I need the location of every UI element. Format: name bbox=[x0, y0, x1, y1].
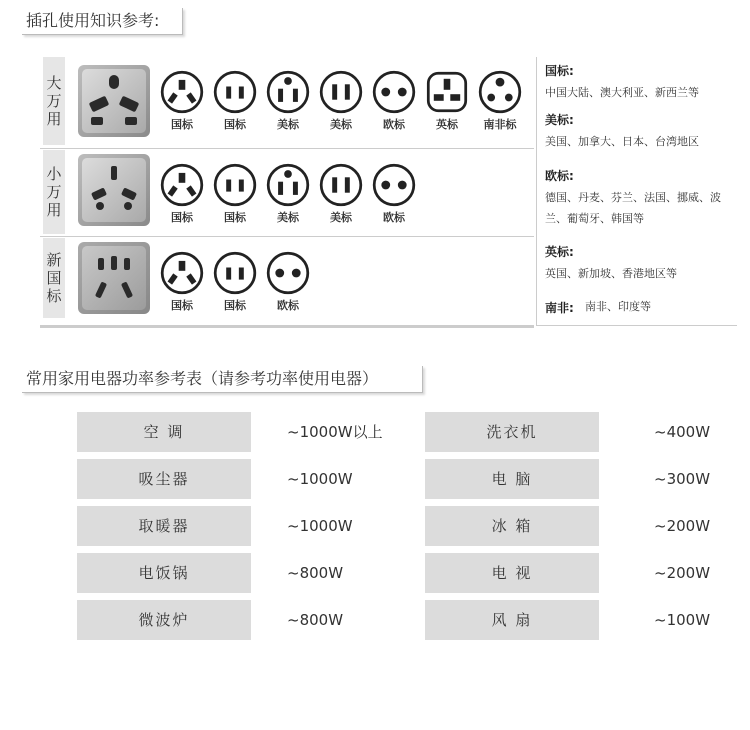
small-universal-socket-image bbox=[78, 154, 150, 226]
standard-label: 美标 bbox=[277, 118, 299, 131]
appliance-name: 冰 箱 bbox=[425, 506, 599, 546]
cn-socket-icon bbox=[160, 70, 204, 114]
standard-za bbox=[476, 70, 524, 132]
plug-row-small-universal bbox=[40, 150, 534, 236]
appliance-power: ~400W bbox=[654, 423, 711, 441]
appliance-power: ~200W bbox=[654, 517, 711, 535]
standard-label: 国标 bbox=[224, 299, 246, 312]
standard-label: 国标 bbox=[171, 211, 193, 224]
standard-cn bbox=[158, 70, 206, 132]
standard-label: 国标 bbox=[171, 299, 193, 312]
row-label: 小万用 bbox=[43, 150, 65, 234]
legend-title: 欧标: bbox=[545, 169, 574, 183]
standard-cn bbox=[158, 251, 206, 313]
appliance-name: 空 调 bbox=[77, 412, 251, 452]
row-label: 新国标 bbox=[43, 238, 65, 318]
uk-socket-icon bbox=[425, 70, 469, 114]
legend-title: 南非: bbox=[545, 301, 574, 315]
standard-cn bbox=[211, 251, 259, 313]
plug-rows bbox=[40, 57, 534, 328]
legend-text: 德国、丹麦、芬兰、法国、挪威、波兰、葡萄牙、韩国等 bbox=[545, 191, 721, 225]
standard-cn bbox=[211, 163, 259, 225]
socket-guide-title: 插孔使用知识参考: bbox=[22, 8, 183, 35]
cn-socket-icon bbox=[213, 70, 257, 114]
us-socket-icon bbox=[266, 70, 310, 114]
appliance-power: ~300W bbox=[654, 470, 711, 488]
legend-title: 国标: bbox=[545, 64, 574, 78]
legend-text: 南非、印度等 bbox=[585, 300, 651, 313]
standard-us bbox=[317, 70, 365, 132]
appliance-name: 取暖器 bbox=[77, 506, 251, 546]
appliance-power: ~100W bbox=[654, 611, 711, 629]
standard-label: 美标 bbox=[330, 211, 352, 224]
appliance-power: ~800W bbox=[287, 611, 344, 629]
us-socket-icon bbox=[319, 163, 363, 207]
appliance-power: ~200W bbox=[654, 564, 711, 582]
standards-legend bbox=[536, 57, 737, 326]
standard-cn bbox=[211, 70, 259, 132]
appliance-name: 电 视 bbox=[425, 553, 599, 593]
us-socket-icon bbox=[266, 163, 310, 207]
standard-us bbox=[264, 163, 312, 225]
standard-cn bbox=[158, 163, 206, 225]
appliance-power: ~1000W以上 bbox=[287, 423, 383, 441]
standard-label: 欧标 bbox=[383, 118, 405, 131]
cn-socket-icon bbox=[213, 251, 257, 295]
legend-text: 中国大陆、澳大利亚、新西兰等 bbox=[545, 86, 699, 99]
eu-socket-icon bbox=[372, 163, 416, 207]
legend-title: 美标: bbox=[545, 113, 574, 127]
cn-socket-icon bbox=[213, 163, 257, 207]
appliance-name: 微波炉 bbox=[77, 600, 251, 640]
legend-text: 英国、新加坡、香港地区等 bbox=[545, 267, 677, 280]
standard-label: 美标 bbox=[330, 118, 352, 131]
appliance-power: ~1000W bbox=[287, 470, 353, 488]
plug-standards-panel bbox=[40, 57, 736, 325]
standard-label: 英标 bbox=[436, 118, 458, 131]
appliance-name: 吸尘器 bbox=[77, 459, 251, 499]
us-socket-icon bbox=[319, 70, 363, 114]
plug-row-large-universal bbox=[40, 57, 534, 147]
cn-socket-icon bbox=[160, 251, 204, 295]
standard-us bbox=[264, 70, 312, 132]
new-national-socket-image bbox=[78, 242, 150, 314]
standard-uk bbox=[423, 70, 471, 132]
cn-socket-icon bbox=[160, 163, 204, 207]
appliance-name: 电 脑 bbox=[425, 459, 599, 499]
standard-eu bbox=[264, 251, 312, 313]
appliance-name: 洗衣机 bbox=[425, 412, 599, 452]
appliance-name: 电饭锅 bbox=[77, 553, 251, 593]
standard-label: 国标 bbox=[171, 118, 193, 131]
eu-socket-icon bbox=[372, 70, 416, 114]
large-universal-socket-image bbox=[78, 65, 150, 137]
standard-eu bbox=[370, 163, 418, 225]
standard-label: 国标 bbox=[224, 211, 246, 224]
za-socket-icon bbox=[478, 70, 522, 114]
standard-us bbox=[317, 163, 365, 225]
row-label: 大万用 bbox=[43, 57, 65, 145]
standard-label: 欧标 bbox=[277, 299, 299, 312]
power-table-title: 常用家用电器功率参考表（请参考功率使用电器） bbox=[22, 366, 423, 393]
appliance-power: ~800W bbox=[287, 564, 344, 582]
appliance-power: ~1000W bbox=[287, 517, 353, 535]
eu-socket-icon bbox=[266, 251, 310, 295]
appliance-name: 风 扇 bbox=[425, 600, 599, 640]
standard-label: 南非标 bbox=[483, 118, 517, 131]
standard-label: 美标 bbox=[277, 211, 299, 224]
legend-title: 英标: bbox=[545, 245, 574, 259]
standard-eu bbox=[370, 70, 418, 132]
standard-label: 国标 bbox=[224, 118, 246, 131]
legend-text: 美国、加拿大、日本、台湾地区 bbox=[545, 135, 699, 148]
standard-label: 欧标 bbox=[383, 211, 405, 224]
plug-row-new-national bbox=[40, 238, 534, 322]
